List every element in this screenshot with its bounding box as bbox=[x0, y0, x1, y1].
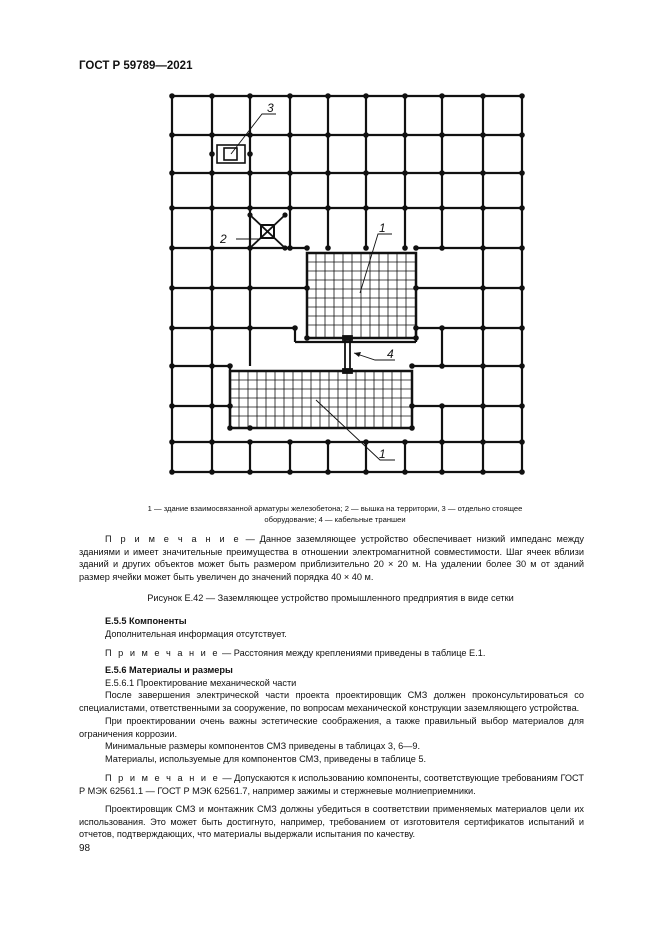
e56-para-1: После завершения электрической части проекта проектировщик СМЗ должен проконсультироваться со специалистами, ответственными за сооружение, по вопросам механической конструкции заземляющего устройства. bbox=[79, 690, 584, 713]
note-1 bbox=[79, 533, 584, 583]
tower-mark bbox=[250, 215, 285, 248]
upper-building-mesh bbox=[307, 253, 416, 338]
document-standard-number: ГОСТ Р 59789—2021 bbox=[79, 60, 193, 72]
subheading-e561: Е.5.6.1 Проектирование механической части bbox=[105, 678, 297, 688]
callout-2: 2 bbox=[220, 232, 227, 246]
heading-e55: Е.5.5 Компоненты bbox=[105, 616, 187, 626]
e55-note bbox=[79, 647, 584, 660]
e56-note bbox=[79, 772, 584, 797]
grounding-grid-figure bbox=[150, 88, 530, 488]
heading-e56: Е.5.6 Материалы и размеры bbox=[105, 665, 233, 675]
callout-3: 3 bbox=[267, 101, 274, 115]
e56-para-5: Проектировщик СМЗ и монтажник СМЗ должны убедиться в соответствии применяемых материалов цели их использования. Это может быть достигнуто, например, требованием от изготовителя сертификатов испытаний и отчетов, подтверждающих, что материалы выдержали испытания по качеству. bbox=[79, 804, 584, 839]
figure-legend-line-2: оборудование; 4 — кабельные траншеи bbox=[264, 515, 406, 524]
page-number: 98 bbox=[79, 843, 91, 854]
figure-legend-line-1: 1 — здание взаимосвязанной арматуры железобетона; 2 — вышка на территории, 3 — отдельно стоящее bbox=[147, 504, 523, 513]
callout-4: 4 bbox=[387, 347, 394, 361]
e55-text: Дополнительная информация отсутствует. bbox=[105, 629, 287, 639]
e55-note-label: П р и м е ч а н и е bbox=[105, 648, 220, 658]
e56-para-2: При проектировании очень важны эстетические соображения, а также правильный выбор материалов для ограничения коррозии. bbox=[79, 716, 584, 739]
e56-note-text: — Допускаются к использованию компоненты, соответствующие требованиям ГОСТ Р МЭК 62561.1 — ГОСТ Р МЭК 62561.7, например зажимы и стержневые молниеприемники. bbox=[79, 773, 584, 796]
e56-para-3: Минимальные размеры компонентов СМЗ приведены в таблицах 3, 6—9. bbox=[105, 741, 421, 751]
note-1-label: П р и м е ч а н и е bbox=[105, 534, 241, 544]
note-1-text: — Данное заземляющее устройство обеспечивает низкий импеданс между зданиями и имеет значительные преимущества в отношении электромагнитной совместимости. Шаг ячеек вблизи зданий и других объектов может быть размером приблизительно 20 × 20 м. На удалении более 30 м от зданий размер ячейки может быть увеличен до значений порядка 40 × 40 м. bbox=[79, 534, 584, 582]
e55-note-text: — Расстояния между креплениями приведены в таблице Е.1. bbox=[219, 648, 486, 658]
e56-note-label: П р и м е ч а н и е bbox=[105, 773, 220, 783]
e56-para-4: Материалы, используемые для компонентов СМЗ, приведены в таблице 5. bbox=[105, 754, 427, 764]
lower-building-mesh bbox=[230, 371, 412, 428]
callout-1-lower: 1 bbox=[379, 447, 386, 461]
callout-1-upper: 1 bbox=[379, 221, 386, 235]
figure-caption: Рисунок Е.42 — Заземляющее устройство промышленного предприятия в виде сетки bbox=[147, 593, 514, 603]
